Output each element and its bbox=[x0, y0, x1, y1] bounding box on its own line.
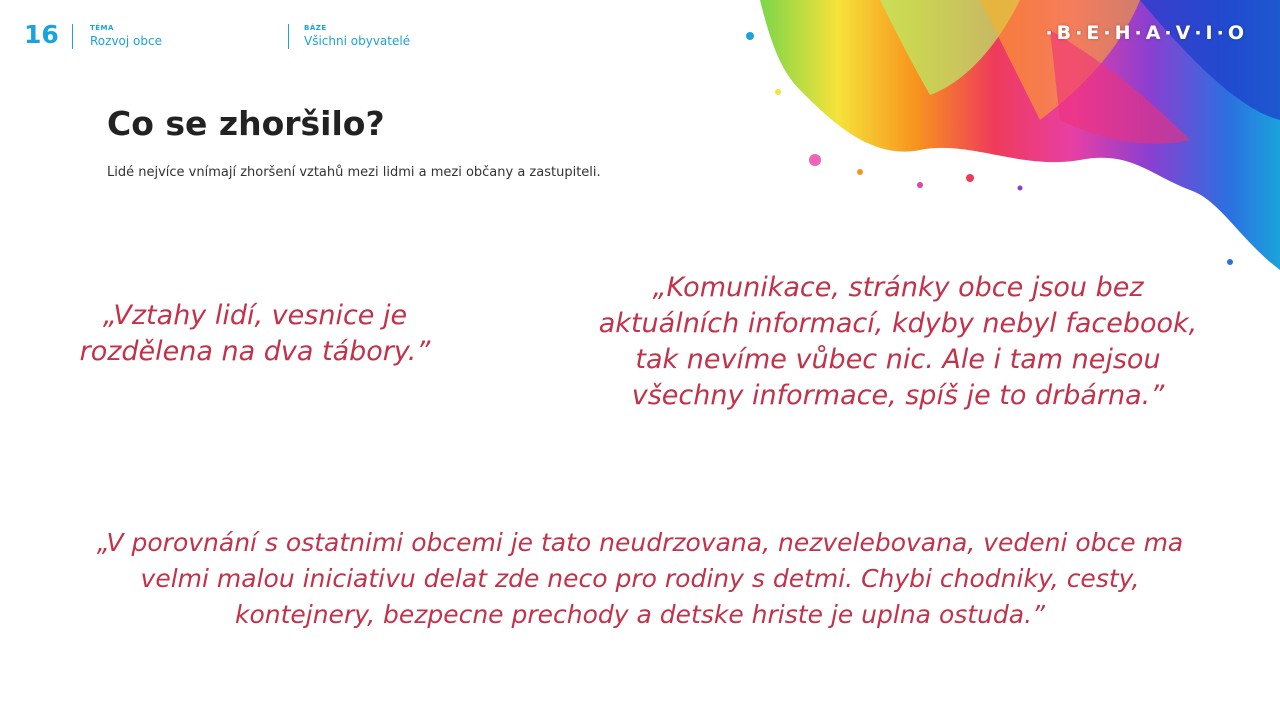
page-title: Co se zhoršilo? bbox=[107, 104, 385, 143]
topic-value: Rozvoj obce bbox=[90, 34, 162, 48]
header-divider bbox=[288, 24, 289, 49]
topic-block bbox=[90, 24, 162, 49]
base-block bbox=[304, 24, 410, 49]
base-value: Všichni obyvatelé bbox=[304, 34, 411, 48]
base-label: BÁZE bbox=[304, 24, 327, 32]
page-subtitle: Lidé nejvíce vnímají zhoršení vztahů mezi lidmi a mezi občany a zastupiteli. bbox=[107, 165, 601, 180]
behavio-logo: ·B·E·H·A·V·I·O bbox=[1045, 22, 1248, 44]
page-number: 16 bbox=[24, 20, 59, 49]
topic-label: TÉMA bbox=[90, 24, 114, 32]
quote-1: „Vztahy lidí, vesnice je rozdělena na dva tábory.” bbox=[79, 300, 431, 367]
header-divider bbox=[72, 24, 73, 49]
quote-3: „V porovnání s ostatnimi obcemi je tato neudrzovana, nezvelebovana, vedeni obce ma velmi malou iniciativu delat zde neco pro rodiny s detmi. Chybi chodniky, cesty, kontejnery, bezpecne prechody a detske hriste je uplna ostuda.” bbox=[96, 528, 1184, 629]
quote-2: „Komunikace, stránky obce jsou bez aktuálních informací, kdyby nebyl facebook, tak nevíme vůbec nic. Ale i tam nejsou všechny informace, spíš je to drbárna.” bbox=[598, 272, 1198, 411]
